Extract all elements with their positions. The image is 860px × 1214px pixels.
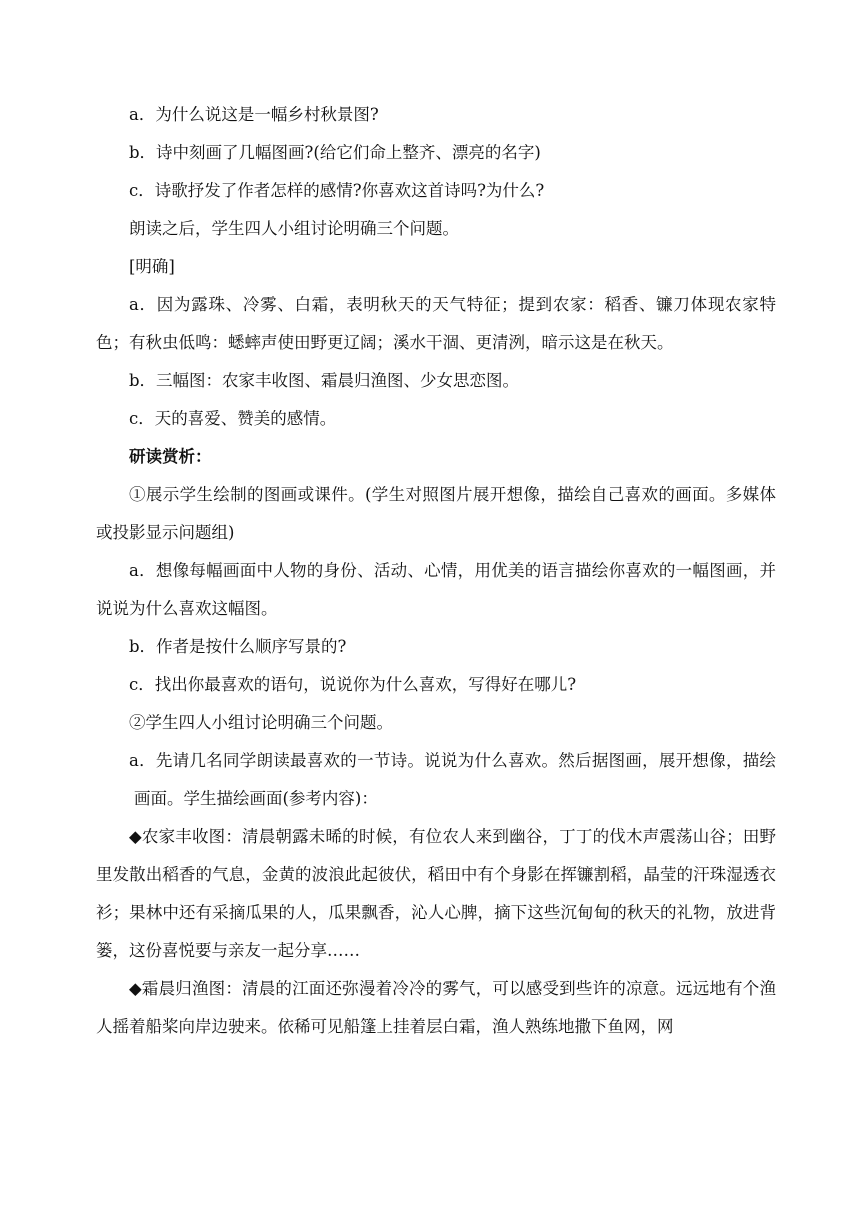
paragraph-fishing-scene: ◆霜晨归渔图：清晨的江面还弥漫着冷冷的雾气，可以感受到些许的凉意。远远地有个渔人摇着船桨向岸边驶来。依稀可见船篷上挂着层白霜，渔人熟练地撒下鱼网，网 bbox=[96, 979, 776, 1036]
paragraph-step-2-a bbox=[96, 742, 776, 818]
paragraph-discussion: 朗读之后，学生四人小组讨论明确三个问题。 bbox=[129, 219, 459, 238]
paragraph-question-c: c．诗歌抒发了作者怎样的感情?你喜欢这首诗吗?为什么? bbox=[129, 181, 545, 200]
paragraph-answer-a: a．因为露珠、冷雾、白霜，表明秋天的天气特征；提到农家：稻香、镰刀体现农家特色；有秋虫低鸣：蟋蟀声使田野更辽阔；溪水干涸、更清洌，暗示这是在秋天。 bbox=[96, 295, 776, 352]
paragraph-step-1: ①展示学生绘制的图画或课件。(学生对照图片展开想像，描绘自己喜欢的画面。多媒体或投影显示问题组) bbox=[96, 485, 776, 542]
paragraph-step-1-a: a．想像每幅画面中人物的身份、活动、心情，用优美的语言描绘你喜欢的一幅图画，并说说为什么喜欢这幅图。 bbox=[96, 561, 776, 618]
paragraph-question-a: a．为什么说这是一幅乡村秋景图? bbox=[129, 105, 379, 124]
paragraph-step-2: ②学生四人小组讨论明确三个问题。 bbox=[129, 713, 393, 732]
paragraph-clarify-heading: [明确] bbox=[129, 257, 175, 276]
section-heading-study: 研读赏析： bbox=[129, 447, 212, 466]
paragraph-step-1-c: c．找出你最喜欢的语句，说说你为什么喜欢，写得好在哪儿? bbox=[129, 675, 577, 694]
paragraph-answer-b: b．三幅图：农家丰收图、霜晨归渔图、少女思恋图。 bbox=[129, 371, 520, 390]
paragraph-step-2-a-part2: 画面。学生描绘画面(参考内容)： bbox=[134, 789, 378, 808]
paragraph-harvest-scene: ◆农家丰收图：清晨朝露未晞的时候，有位农人来到幽谷，丁丁的伐木声震荡山谷；田野里发散出稻香的气息，金黄的波浪此起彼伏，稻田中有个身影在挥镰割稻，晶莹的汗珠湿透衣衫；果林中还有采摘瓜果的人，瓜果飘香，沁人心脾，摘下这些沉甸甸的秋天的礼物，放进背篓，这份喜悦要与亲友一起分享…… bbox=[96, 827, 776, 960]
paragraph-question-b: b．诗中刻画了几幅图画?(给它们命上整齐、漂亮的名字) bbox=[129, 143, 541, 162]
paragraph-step-1-b: b．作者是按什么顺序写景的? bbox=[129, 637, 347, 656]
paragraph-step-2-a-part1: a．先请几名同学朗读最喜欢的一节诗。说说为什么喜欢。然后据图画，展开想像，描绘 bbox=[129, 751, 776, 770]
paragraph-answer-c: c．天的喜爱、赞美的感情。 bbox=[129, 409, 337, 428]
document-body bbox=[96, 96, 776, 1046]
